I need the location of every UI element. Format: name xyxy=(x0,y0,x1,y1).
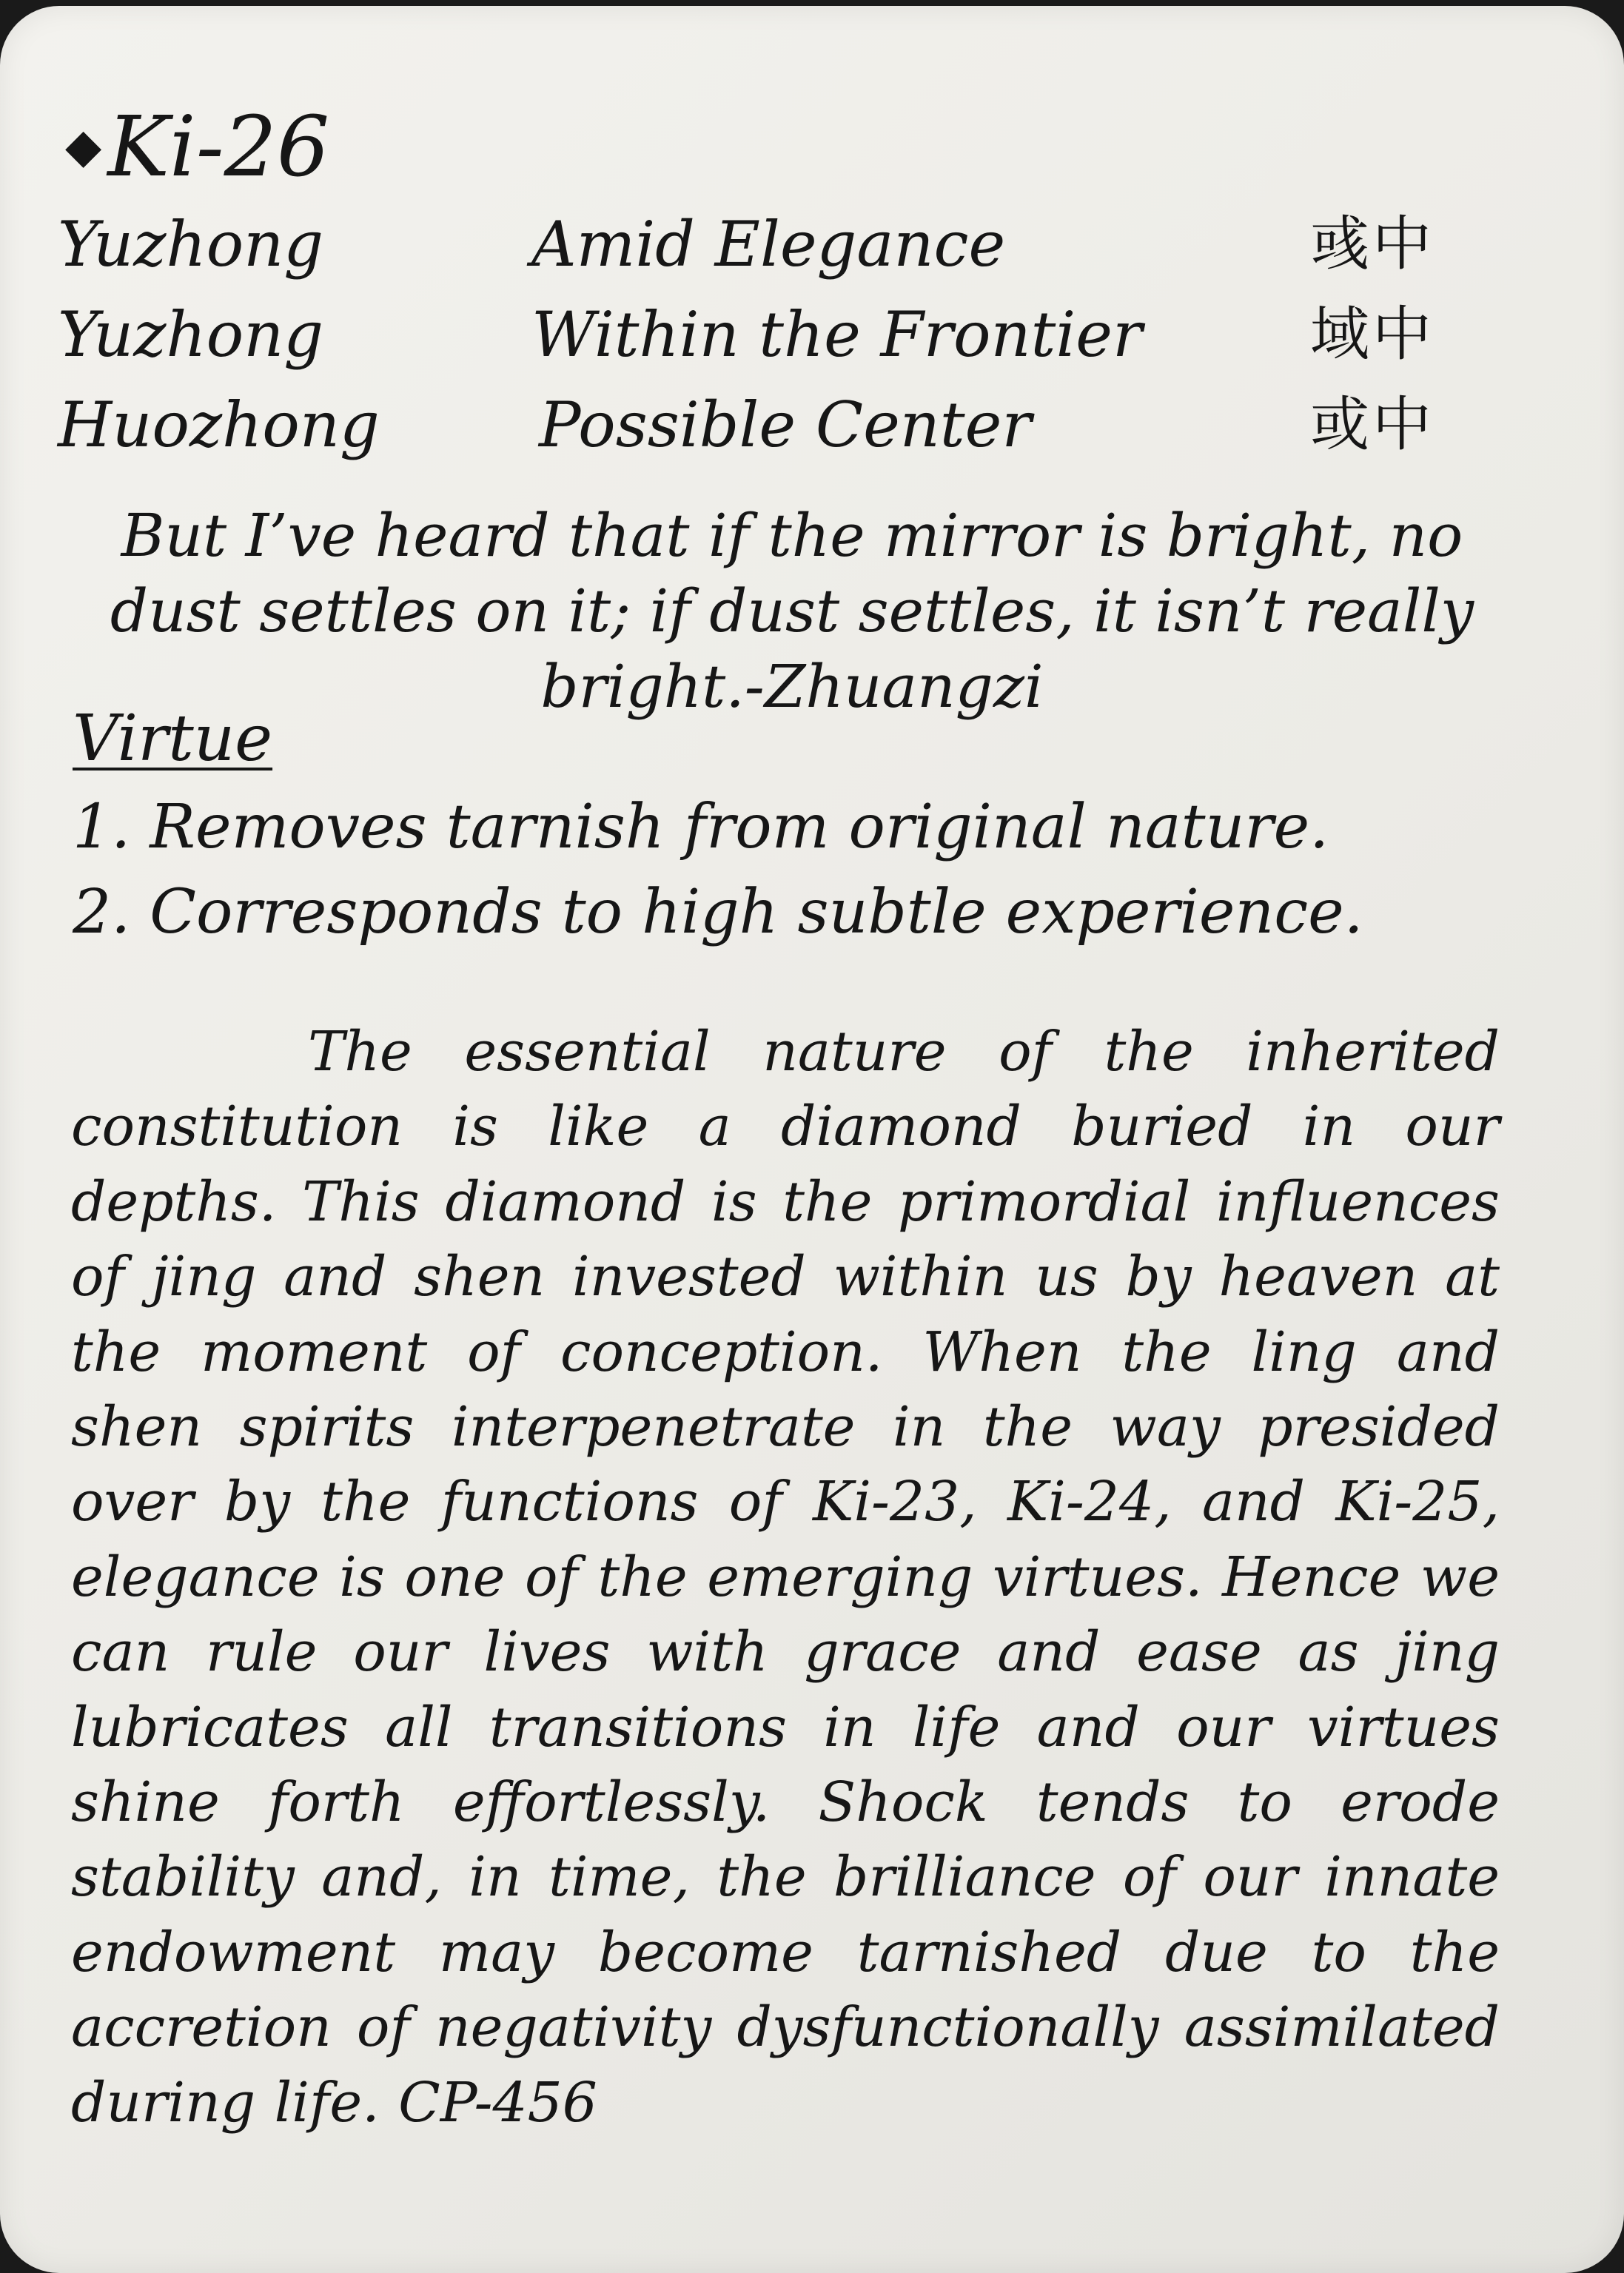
name-row xyxy=(58,290,1464,379)
name-hanzi: 域中 xyxy=(1310,300,1435,369)
virtue-item: 1. Removes tarnish from original nature. xyxy=(73,792,1329,862)
name-row xyxy=(58,380,1464,469)
name-pinyin: Yuzhong xyxy=(58,208,324,281)
name-english: Within the Frontier xyxy=(531,298,1143,371)
name-row xyxy=(58,200,1464,289)
epigraph-quote: But I’ve heard that if the mirror is bright, no dust settles on it; if dust settles, it isn’t really bright.-Zhuangzi xyxy=(110,501,1474,721)
name-hanzi: 彧中 xyxy=(1310,209,1435,278)
name-pinyin: Huozhong xyxy=(58,389,380,461)
name-english: Possible Center xyxy=(539,389,1032,461)
description-paragraph: The essential nature of the inherited constitution is like a diamond buried in our depths. This diamond is the primordial influences of jing and shen invested within us by heaven at the moment of conception. When the ling and shen spirits interpenetrate in the way presided over by the functions of Ki-23, Ki-24, and Ki-25, elegance is one of the emerging virtues. Hence we can rule our lives with grace and ease as jing lubricates all transitions in life and our virtues shine forth effortlessly. Shock tends to erode stability and, in time, the brilliance of our innate endowment may become tarnished due to the accretion of negativity dysfunctionally assimilated during life. CP-456 xyxy=(71,1020,1500,2135)
acupoint-card xyxy=(0,6,1624,2273)
virtue-item: 2. Corresponds to high subtle experience. xyxy=(73,877,1363,947)
point-title xyxy=(65,95,329,199)
point-code: Ki-26 xyxy=(107,99,330,195)
name-pinyin: Yuzhong xyxy=(58,298,324,371)
virtue-heading: Virtue xyxy=(73,702,273,776)
diamond-bullet-icon: ◆ xyxy=(65,119,102,174)
name-english: Amid Elegance xyxy=(531,208,1006,281)
name-hanzi: 或中 xyxy=(1310,390,1435,459)
